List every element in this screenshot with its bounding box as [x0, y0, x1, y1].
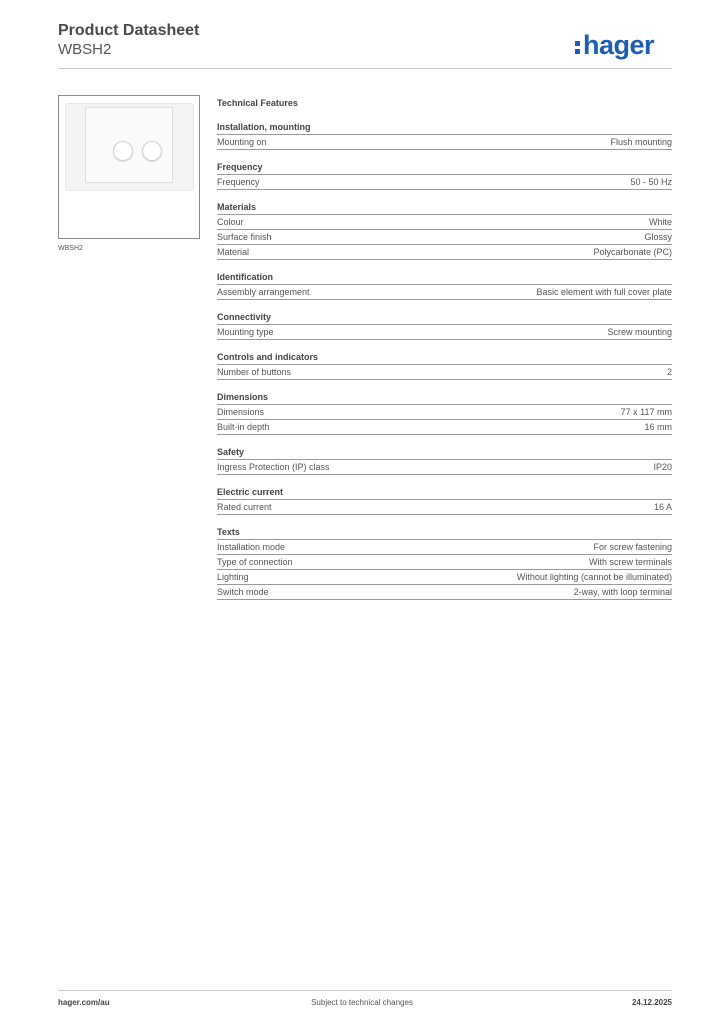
spec-label: Built-in depth [217, 422, 270, 432]
spec-row [217, 135, 672, 150]
spec-section [217, 201, 672, 260]
spec-row [217, 585, 672, 600]
spec-label: Rated current [217, 502, 272, 512]
section-title: Identification [217, 271, 672, 285]
switch-button-1-icon [113, 141, 133, 161]
footer-divider [58, 990, 672, 991]
switch-plate-icon [65, 103, 194, 191]
spec-value: Flush mounting [610, 137, 672, 147]
spec-row [217, 405, 672, 420]
spec-label: Mounting on [217, 137, 267, 147]
spec-label: Number of buttons [217, 367, 292, 377]
spec-row [217, 420, 672, 435]
spec-label: Dimensions [217, 407, 265, 417]
spec-section [217, 446, 672, 475]
spec-row [217, 570, 672, 585]
spec-row [217, 500, 672, 515]
spec-value: For screw fastening [593, 542, 672, 552]
spec-value: Polycarbonate (PC) [593, 247, 672, 257]
header-divider [58, 68, 672, 69]
spec-section [217, 311, 672, 340]
technical-features [217, 96, 672, 600]
spec-row [217, 230, 672, 245]
spec-value: 16 mm [644, 422, 672, 432]
spec-value: With screw terminals [588, 557, 672, 567]
spec-value: 50 - 50 Hz [630, 177, 672, 187]
spec-label: Assembly arrangement [217, 287, 310, 297]
spec-row [217, 175, 672, 190]
spec-label: Mounting type [217, 327, 274, 337]
section-title: Installation, mounting [217, 121, 672, 135]
spec-value: Without lighting (cannot be illuminated) [516, 572, 672, 582]
spec-row [217, 245, 672, 260]
section-title: Materials [217, 201, 672, 215]
section-title: Dimensions [217, 391, 672, 405]
spec-section [217, 271, 672, 300]
spec-row [217, 555, 672, 570]
spec-row [217, 365, 672, 380]
brand-logo [575, 32, 654, 58]
section-title: Frequency [217, 161, 672, 175]
spec-value: IP20 [653, 462, 672, 472]
spec-section [217, 526, 672, 600]
document-title: Product Datasheet [58, 22, 200, 39]
spec-label: Material [217, 247, 250, 257]
brand-logo-text: hager [582, 30, 654, 60]
spec-value: Basic element with full cover plate [536, 287, 672, 297]
spec-value: 2 [666, 367, 672, 377]
section-title: Connectivity [217, 311, 672, 325]
product-image [58, 95, 200, 239]
spec-value: Glossy [644, 232, 672, 242]
page-header [58, 20, 672, 70]
brand-logo-dots-icon [575, 39, 580, 55]
spec-row [217, 215, 672, 230]
footer-date: 24.12.2025 [631, 998, 672, 1007]
spec-label: Ingress Protection (IP) class [217, 462, 330, 472]
section-title: Texts [217, 526, 672, 540]
spec-section [217, 121, 672, 150]
footer-note: Subject to technical changes [311, 998, 413, 1007]
footer-website: hager.com/au [58, 998, 110, 1007]
spec-label: Frequency [217, 177, 260, 187]
spec-section [217, 486, 672, 515]
image-caption: WBSH2 [58, 245, 83, 252]
spec-section [217, 351, 672, 380]
spec-value: White [648, 217, 672, 227]
section-title: Controls and indicators [217, 351, 672, 365]
spec-value: Screw mounting [607, 327, 672, 337]
spec-label: Switch mode [217, 587, 269, 597]
spec-row [217, 285, 672, 300]
spec-sections [217, 121, 672, 600]
spec-row [217, 540, 672, 555]
spec-value: 2-way, with loop terminal [573, 587, 672, 597]
spec-row [217, 325, 672, 340]
spec-label: Colour [217, 217, 244, 227]
technical-features-title: Technical Features [217, 98, 298, 108]
spec-section [217, 391, 672, 435]
spec-row [217, 460, 672, 475]
section-title: Electric current [217, 486, 672, 500]
spec-section [217, 161, 672, 190]
product-code: WBSH2 [58, 41, 112, 58]
spec-value: 16 A [653, 502, 672, 512]
section-title: Safety [217, 446, 672, 460]
switch-button-2-icon [142, 141, 162, 161]
spec-label: Installation mode [217, 542, 286, 552]
spec-label: Surface finish [217, 232, 272, 242]
spec-label: Lighting [217, 572, 249, 582]
spec-value: 77 x 117 mm [620, 407, 672, 417]
spec-label: Type of connection [217, 557, 293, 567]
